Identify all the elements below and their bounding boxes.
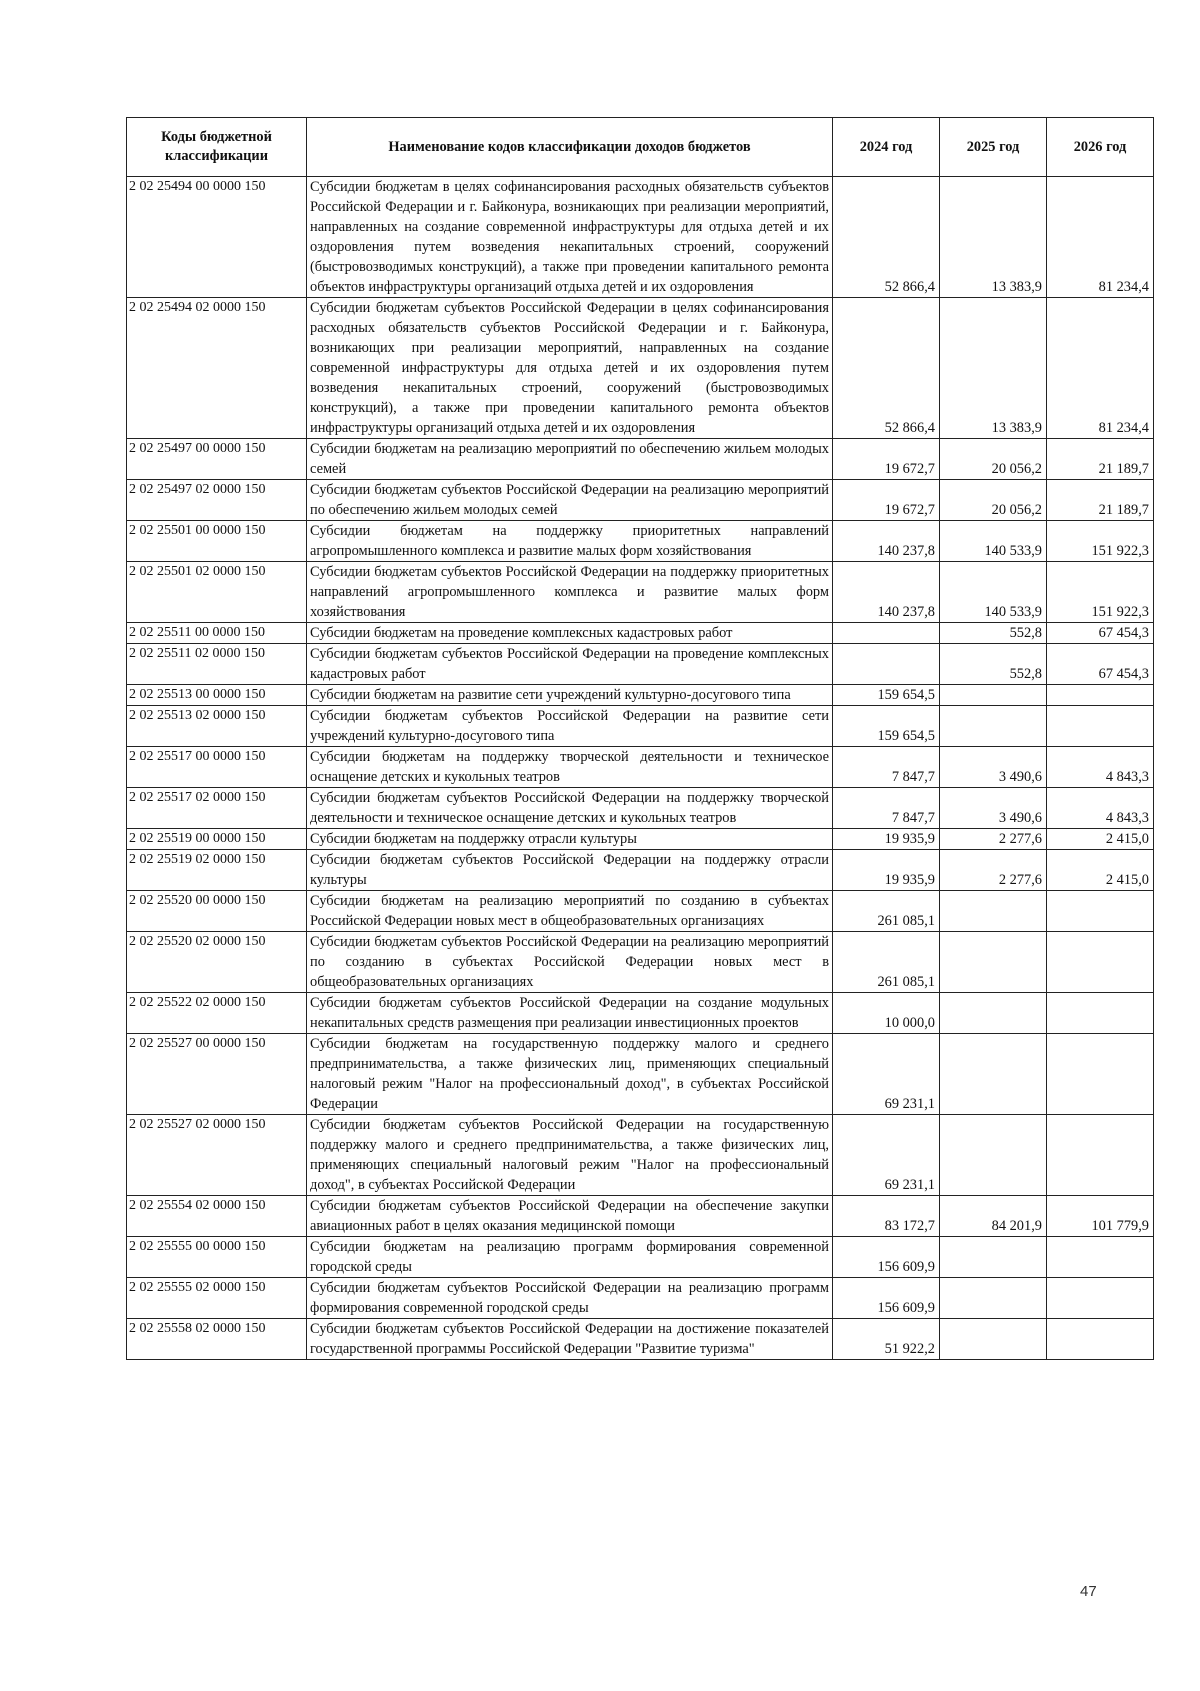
row-value-2026 [1047,932,1154,993]
table-row [127,1034,1154,1115]
row-name: Субсидии бюджетам в целях софинансирования расходных обязательств субъектов Российской Федерации и г. Байконура, возникающих при реализации мероприятий, направленных на создание современной инфраструктуры для отдыха детей и их оздоровления путем возведения некапитальных строений, сооружений (быстровозводимых конструкций), а также при проведении капитального ремонта объектов инфраструктуры организаций отдыха детей и их оздоровления [307,177,833,298]
row-code: 2 02 25513 00 0000 150 [127,685,307,706]
row-code: 2 02 25494 02 0000 150 [127,298,307,439]
row-value-2026 [1047,1034,1154,1115]
row-value-2024: 159 654,5 [833,685,940,706]
row-value-2026 [1047,706,1154,747]
table-row [127,1115,1154,1196]
table-row [127,932,1154,993]
header-2026: 2026 год [1047,118,1154,177]
row-name: Субсидии бюджетам субъектов Российской Федерации на государственную поддержку малого и среднего предпринимательства, а также физических лиц, применяющих специальный налоговый режим "Налог на профессиональный доход", в субъектах Российской Федерации [307,1115,833,1196]
row-code: 2 02 25517 02 0000 150 [127,788,307,829]
row-value-2026: 21 189,7 [1047,480,1154,521]
row-code: 2 02 25554 02 0000 150 [127,1196,307,1237]
row-value-2025: 552,8 [940,623,1047,644]
row-name: Субсидии бюджетам на государственную поддержку малого и среднего предпринимательства, а также физических лиц, применяющих специальный налоговый режим "Налог на профессиональный доход", в субъектах Российской Федерации [307,1034,833,1115]
table-row [127,685,1154,706]
table-row [127,177,1154,298]
table-row [127,1196,1154,1237]
row-code: 2 02 25513 02 0000 150 [127,706,307,747]
row-name: Субсидии бюджетам субъектов Российской Федерации на реализацию мероприятий по обеспечению жильем молодых семей [307,480,833,521]
row-name: Субсидии бюджетам на развитие сети учреждений культурно-досугового типа [307,685,833,706]
row-value-2026: 21 189,7 [1047,439,1154,480]
row-value-2024: 19 935,9 [833,829,940,850]
row-value-2026 [1047,685,1154,706]
row-code: 2 02 25519 02 0000 150 [127,850,307,891]
row-value-2024: 52 866,4 [833,177,940,298]
row-value-2025 [940,1115,1047,1196]
row-value-2025: 13 383,9 [940,177,1047,298]
row-code: 2 02 25555 02 0000 150 [127,1278,307,1319]
table-row [127,439,1154,480]
row-value-2026: 81 234,4 [1047,298,1154,439]
row-value-2024: 261 085,1 [833,891,940,932]
row-value-2024: 19 672,7 [833,480,940,521]
row-value-2024: 19 935,9 [833,850,940,891]
row-name: Субсидии бюджетам субъектов Российской Федерации в целях софинансирования расходных обязательств субъектов Российской Федерации и г. Байконура, возникающих при реализации мероприятий, направленных на создание современной инфраструктуры для отдыха детей и их оздоровления путем возведения некапитальных строений, сооружений (быстровозводимых конструкций), а также при проведении капитального ремонта объектов инфраструктуры организаций отдыха детей и их оздоровления [307,298,833,439]
row-value-2025: 552,8 [940,644,1047,685]
row-value-2024: 156 609,9 [833,1278,940,1319]
row-value-2025: 13 383,9 [940,298,1047,439]
header-2024: 2024 год [833,118,940,177]
row-value-2026 [1047,1237,1154,1278]
row-name: Субсидии бюджетам на реализацию мероприятий по обеспечению жильем молодых семей [307,439,833,480]
table-row [127,1237,1154,1278]
row-value-2024: 7 847,7 [833,788,940,829]
table-body [127,177,1154,1360]
table-row [127,298,1154,439]
row-name: Субсидии бюджетам на поддержку творческой деятельности и техническое оснащение детских и кукольных театров [307,747,833,788]
table-row [127,747,1154,788]
row-code: 2 02 25527 02 0000 150 [127,1115,307,1196]
table-row [127,623,1154,644]
row-value-2024: 159 654,5 [833,706,940,747]
row-value-2026: 2 415,0 [1047,829,1154,850]
row-name: Субсидии бюджетам субъектов Российской Федерации на развитие сети учреждений культурно-досугового типа [307,706,833,747]
row-value-2025: 140 533,9 [940,562,1047,623]
row-value-2025 [940,993,1047,1034]
table-row [127,1278,1154,1319]
row-value-2024: 140 237,8 [833,562,940,623]
row-name: Субсидии бюджетам субъектов Российской Федерации на проведение комплексных кадастровых работ [307,644,833,685]
budget-classification-table [126,117,1154,1360]
row-value-2024: 140 237,8 [833,521,940,562]
table-row [127,891,1154,932]
row-code: 2 02 25520 00 0000 150 [127,891,307,932]
row-value-2026 [1047,891,1154,932]
header-name: Наименование кодов классификации доходов бюджетов [307,118,833,177]
row-value-2025 [940,932,1047,993]
row-name: Субсидии бюджетам субъектов Российской Федерации на реализацию программ формирования современной городской среды [307,1278,833,1319]
row-value-2025: 84 201,9 [940,1196,1047,1237]
row-name: Субсидии бюджетам субъектов Российской Федерации на реализацию мероприятий по созданию в субъектах Российской Федерации новых мест в общеобразовательных организациях [307,932,833,993]
row-value-2026: 2 415,0 [1047,850,1154,891]
table-row [127,788,1154,829]
row-value-2026 [1047,1115,1154,1196]
page-number: 47 [1080,1583,1097,1600]
table-row [127,706,1154,747]
row-value-2026: 101 779,9 [1047,1196,1154,1237]
row-value-2025: 20 056,2 [940,439,1047,480]
row-value-2025 [940,706,1047,747]
table-row [127,1319,1154,1360]
row-value-2025: 20 056,2 [940,480,1047,521]
row-code: 2 02 25517 00 0000 150 [127,747,307,788]
table-row [127,521,1154,562]
row-code: 2 02 25555 00 0000 150 [127,1237,307,1278]
row-name: Субсидии бюджетам на проведение комплексных кадастровых работ [307,623,833,644]
row-value-2025: 140 533,9 [940,521,1047,562]
table-row [127,562,1154,623]
row-value-2026: 67 454,3 [1047,623,1154,644]
row-value-2025: 2 277,6 [940,850,1047,891]
row-code: 2 02 25511 02 0000 150 [127,644,307,685]
row-code: 2 02 25497 00 0000 150 [127,439,307,480]
row-value-2025: 3 490,6 [940,747,1047,788]
row-value-2026: 67 454,3 [1047,644,1154,685]
row-value-2024: 69 231,1 [833,1034,940,1115]
row-value-2024: 7 847,7 [833,747,940,788]
row-value-2026: 151 922,3 [1047,521,1154,562]
row-name: Субсидии бюджетам субъектов Российской Федерации на создание модульных некапитальных средств размещения при реализации инвестиционных проектов [307,993,833,1034]
row-value-2026: 81 234,4 [1047,177,1154,298]
row-code: 2 02 25511 00 0000 150 [127,623,307,644]
row-code: 2 02 25497 02 0000 150 [127,480,307,521]
row-code: 2 02 25501 02 0000 150 [127,562,307,623]
row-code: 2 02 25520 02 0000 150 [127,932,307,993]
row-value-2025 [940,1278,1047,1319]
row-value-2024: 261 085,1 [833,932,940,993]
row-name: Субсидии бюджетам на поддержку приоритетных направлений агропромышленного комплекса и развитие малых форм хозяйствования [307,521,833,562]
row-value-2026 [1047,993,1154,1034]
row-code: 2 02 25527 00 0000 150 [127,1034,307,1115]
row-value-2025 [940,891,1047,932]
row-value-2026: 4 843,3 [1047,788,1154,829]
row-name: Субсидии бюджетам субъектов Российской Федерации на обеспечение закупки авиационных работ в целях оказания медицинской помощи [307,1196,833,1237]
row-value-2024: 51 922,2 [833,1319,940,1360]
row-code: 2 02 25494 00 0000 150 [127,177,307,298]
row-value-2026: 4 843,3 [1047,747,1154,788]
row-value-2024: 10 000,0 [833,993,940,1034]
table-header-row [127,118,1154,177]
row-name: Субсидии бюджетам субъектов Российской Федерации на поддержку приоритетных направлений агропромышленного комплекса и развитие малых форм хозяйствования [307,562,833,623]
table-row [127,644,1154,685]
row-value-2024 [833,644,940,685]
row-value-2024: 156 609,9 [833,1237,940,1278]
row-value-2026: 151 922,3 [1047,562,1154,623]
row-value-2025 [940,1319,1047,1360]
row-value-2024 [833,623,940,644]
header-code: Коды бюджетной классификации [127,118,307,177]
table-row [127,480,1154,521]
header-2025: 2025 год [940,118,1047,177]
row-name: Субсидии бюджетам на реализацию мероприятий по созданию в субъектах Российской Федерации новых мест в общеобразовательных организациях [307,891,833,932]
row-name: Субсидии бюджетам субъектов Российской Федерации на достижение показателей государственной программы Российской Федерации "Развитие туризма" [307,1319,833,1360]
row-value-2025 [940,685,1047,706]
row-value-2024: 69 231,1 [833,1115,940,1196]
table-row [127,829,1154,850]
row-value-2025: 2 277,6 [940,829,1047,850]
row-value-2024: 83 172,7 [833,1196,940,1237]
row-value-2024: 52 866,4 [833,298,940,439]
row-value-2025 [940,1237,1047,1278]
row-code: 2 02 25522 02 0000 150 [127,993,307,1034]
row-value-2026 [1047,1278,1154,1319]
row-name: Субсидии бюджетам субъектов Российской Федерации на поддержку творческой деятельности и техническое оснащение детских и кукольных театров [307,788,833,829]
row-code: 2 02 25558 02 0000 150 [127,1319,307,1360]
row-name: Субсидии бюджетам субъектов Российской Федерации на поддержку отрасли культуры [307,850,833,891]
row-name: Субсидии бюджетам на реализацию программ формирования современной городской среды [307,1237,833,1278]
row-value-2024: 19 672,7 [833,439,940,480]
row-value-2026 [1047,1319,1154,1360]
row-value-2025 [940,1034,1047,1115]
row-name: Субсидии бюджетам на поддержку отрасли культуры [307,829,833,850]
row-value-2025: 3 490,6 [940,788,1047,829]
table-row [127,850,1154,891]
row-code: 2 02 25519 00 0000 150 [127,829,307,850]
row-code: 2 02 25501 00 0000 150 [127,521,307,562]
table-row [127,993,1154,1034]
